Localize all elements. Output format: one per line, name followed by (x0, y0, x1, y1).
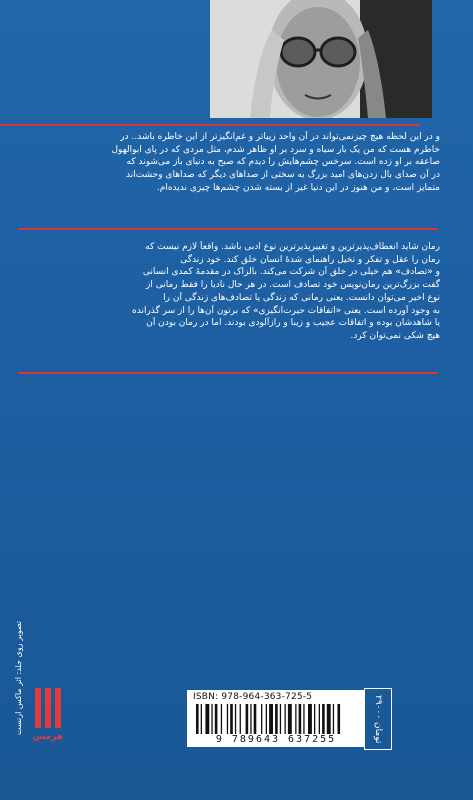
excerpt-line: رمان را عقل و تفکر و تخیل راهنمای شدهٔ انسان خلق کند. خود زندگی (180, 254, 440, 265)
author-photo (210, 0, 432, 118)
publisher-name: هرمس (32, 732, 64, 742)
excerpt-line: و «تصادف» هم خیلی در خلق آن شرکت می‌کند. بالزاک در مقدمهٔ کمدی انسانی (142, 267, 440, 278)
barcode (187, 690, 365, 747)
excerpt-line: یا شاهدشان بوده و اتفاقات عجیب و زیبا و رازآلودی بودند. اما در رمان بودن آن (146, 318, 440, 329)
publisher-logo-icon (33, 688, 63, 748)
barcode-icon (196, 704, 358, 734)
excerpt-line: رمان شاید انعطاف‌پذیرترین و تغییرپذیرترین نوع ادبی باشد. واقعاً لازم نیست که (145, 242, 440, 252)
excerpt-line: گفت بزرگ‌ترین رمان‌نویس خود تصادف است. در هر حال نادیا را فقط رمانی از (146, 280, 440, 291)
excerpt-two (30, 241, 440, 343)
excerpt-line: به وجود آورده است. یعنی «اتفاقات حیرت‌انگیزی» که برتون آن‌ها را از سر گذرانده (132, 305, 440, 316)
price-box: ۲۹۰۰۰ تومان (364, 688, 392, 750)
isbn-label: ISBN: 978-964-363-725-5 (193, 692, 313, 702)
divider-middle (18, 228, 438, 230)
barcode-number: 9 789643 637255 (215, 734, 337, 745)
cover-credit: تصویر روی جلد: اثر ماکس ارنست (14, 620, 23, 735)
excerpt-one (20, 131, 440, 195)
divider-top (0, 124, 420, 126)
excerpt-line: و در این لحظه هیچ چیزنمی‌تواند در آن واحد زیباتر و غم‌انگیزتر از این خاطره باشد.. در (120, 132, 440, 142)
excerpt-line: نوع اخیر می‌توان دانست. یعنی رمانی که زندگی یا تصادف‌های زندگی آن را (163, 292, 440, 303)
divider-bottom (18, 372, 438, 374)
excerpt-line: هیچ شکی نمی‌توان کرد. (350, 330, 440, 341)
excerpt-line: در آن صدای بال زدن‌های امید بزرگ به سختی از صداهای دیگر که صداهای وحشت‌اند (126, 170, 440, 181)
excerpt-line: صاعقه بر او زده است. سرخس چشم‌هایش را دیدم که صبح به دنیای باز می‌شوند که (126, 157, 440, 168)
excerpt-line: خاطرم هست که من یک بار سیاه و سرد بر او ظاهر شدم، مثل مردی که در پای ابوالهول (111, 144, 440, 155)
excerpt-line: متمایز است، و من هنوز در این دنیا غیر از بسته شدن چشم‌ها چیزی ندیده‌ام. (156, 182, 440, 193)
portrait-image (210, 0, 432, 118)
